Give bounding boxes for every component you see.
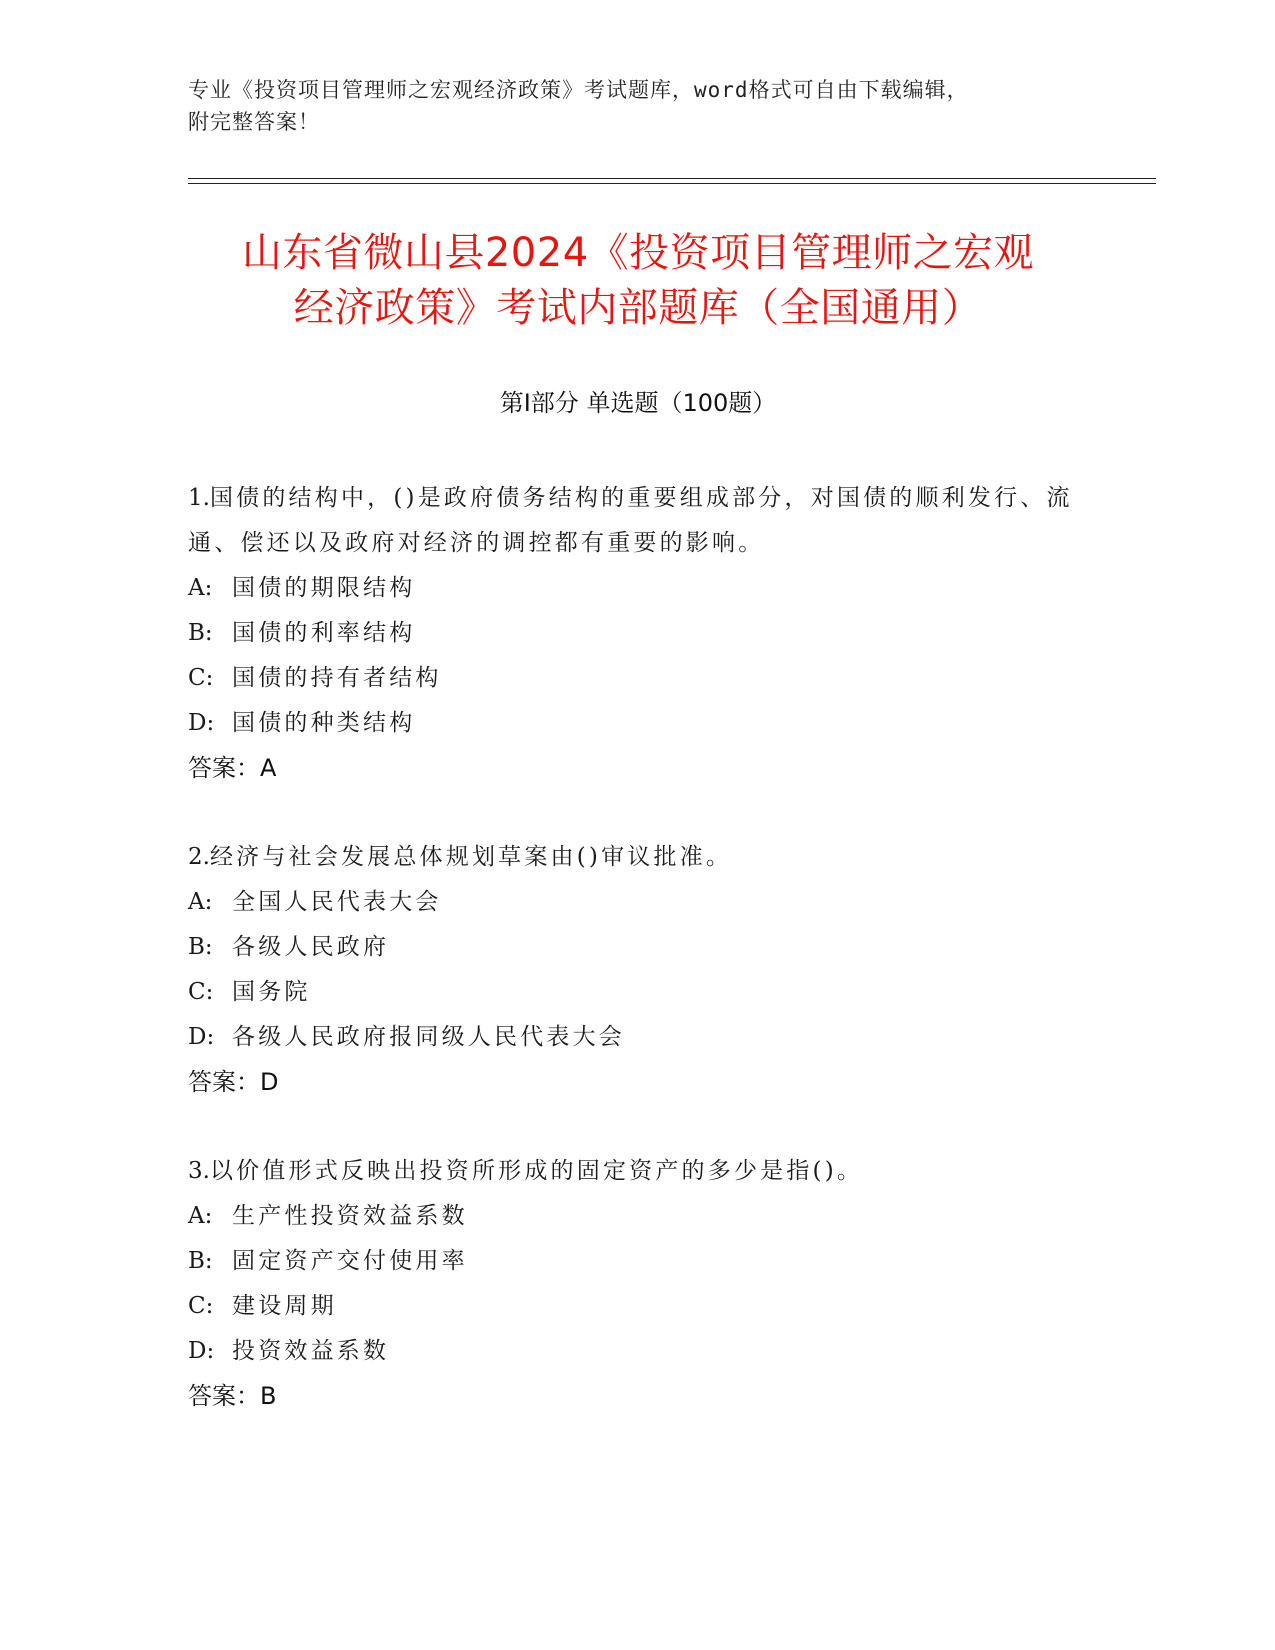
option-key: A: <box>188 889 213 915</box>
option-b <box>188 925 1088 970</box>
option-c <box>188 970 1088 1015</box>
option-a <box>188 880 1088 925</box>
option-text: 固定资产交付使用率 <box>232 1248 468 1274</box>
option-text: 各级人民政府报同级人民代表大会 <box>232 1024 625 1050</box>
option-text: 国债的利率结构 <box>232 620 416 646</box>
question-text <box>188 1149 1088 1194</box>
option-a <box>188 566 1088 611</box>
section-heading: 第I部分 单选题（100题） <box>499 389 777 417</box>
option-text: 国债的持有者结构 <box>232 665 442 691</box>
question-3 <box>188 1149 1088 1419</box>
option-key: D: <box>188 1338 215 1364</box>
option-list <box>188 566 1088 746</box>
option-text: 各级人民政府 <box>232 934 390 960</box>
question-stem: 经济与社会发展总体规划草案由()审议批准。 <box>209 844 733 870</box>
document-title-line-1: 山东省微山县2024《投资项目管理师之宏观 <box>241 230 1035 276</box>
option-text: 建设周期 <box>232 1293 337 1319</box>
answer-line: 答案：A <box>188 754 277 782</box>
header-note-line-1: 专业《投资项目管理师之宏观经济政策》考试题库，word格式可自由下载编辑， <box>188 78 969 102</box>
option-d <box>188 701 1088 746</box>
question-number: 2. <box>188 844 210 870</box>
document-title-line-2: 经济政策》考试内部题库（全国通用） <box>293 285 983 331</box>
option-text: 国务院 <box>232 979 311 1005</box>
option-text: 全国人民代表大会 <box>232 889 442 915</box>
option-key: B: <box>188 620 213 646</box>
option-key: B: <box>188 1248 213 1274</box>
header-note <box>188 74 1088 138</box>
option-key: C: <box>188 1293 214 1319</box>
option-key: C: <box>188 665 214 691</box>
header-divider-top <box>188 178 1156 179</box>
option-key: B: <box>188 934 213 960</box>
option-text: 生产性投资效益系数 <box>232 1203 468 1229</box>
option-d <box>188 1329 1088 1374</box>
answer-line: 答案：B <box>188 1382 277 1410</box>
option-text: 国债的种类结构 <box>232 710 416 736</box>
answer-line: 答案：D <box>188 1068 279 1096</box>
option-list <box>188 880 1088 1060</box>
option-c <box>188 656 1088 701</box>
question-number: 1. <box>188 485 210 511</box>
option-b <box>188 1239 1088 1284</box>
header-divider-bottom <box>188 183 1156 184</box>
option-d <box>188 1015 1088 1060</box>
option-key: C: <box>188 979 214 1005</box>
option-text: 国债的期限结构 <box>232 575 416 601</box>
question-number: 3. <box>188 1158 210 1184</box>
question-stem: 以价值形式反映出投资所形成的固定资产的多少是指()。 <box>209 1158 864 1184</box>
question-text <box>188 835 1088 880</box>
option-key: A: <box>188 1203 213 1229</box>
header-note-line-2: 附完整答案！ <box>188 110 320 134</box>
question-2 <box>188 835 1088 1105</box>
question-stem: 国债的结构中，()是政府债务结构的重要组成部分，对国债的顺利发行、流通、偿还以及政府对经济的调控都有重要的影响。 <box>188 485 1073 556</box>
option-b <box>188 611 1088 656</box>
document-title <box>188 226 1088 336</box>
question-1 <box>188 476 1088 791</box>
option-key: A: <box>188 575 213 601</box>
option-a <box>188 1194 1088 1239</box>
option-c <box>188 1284 1088 1329</box>
question-text <box>188 476 1088 566</box>
option-key: D: <box>188 710 215 736</box>
option-key: D: <box>188 1024 215 1050</box>
question-list <box>188 476 1088 1463</box>
option-list <box>188 1194 1088 1374</box>
option-text: 投资效益系数 <box>232 1338 390 1364</box>
